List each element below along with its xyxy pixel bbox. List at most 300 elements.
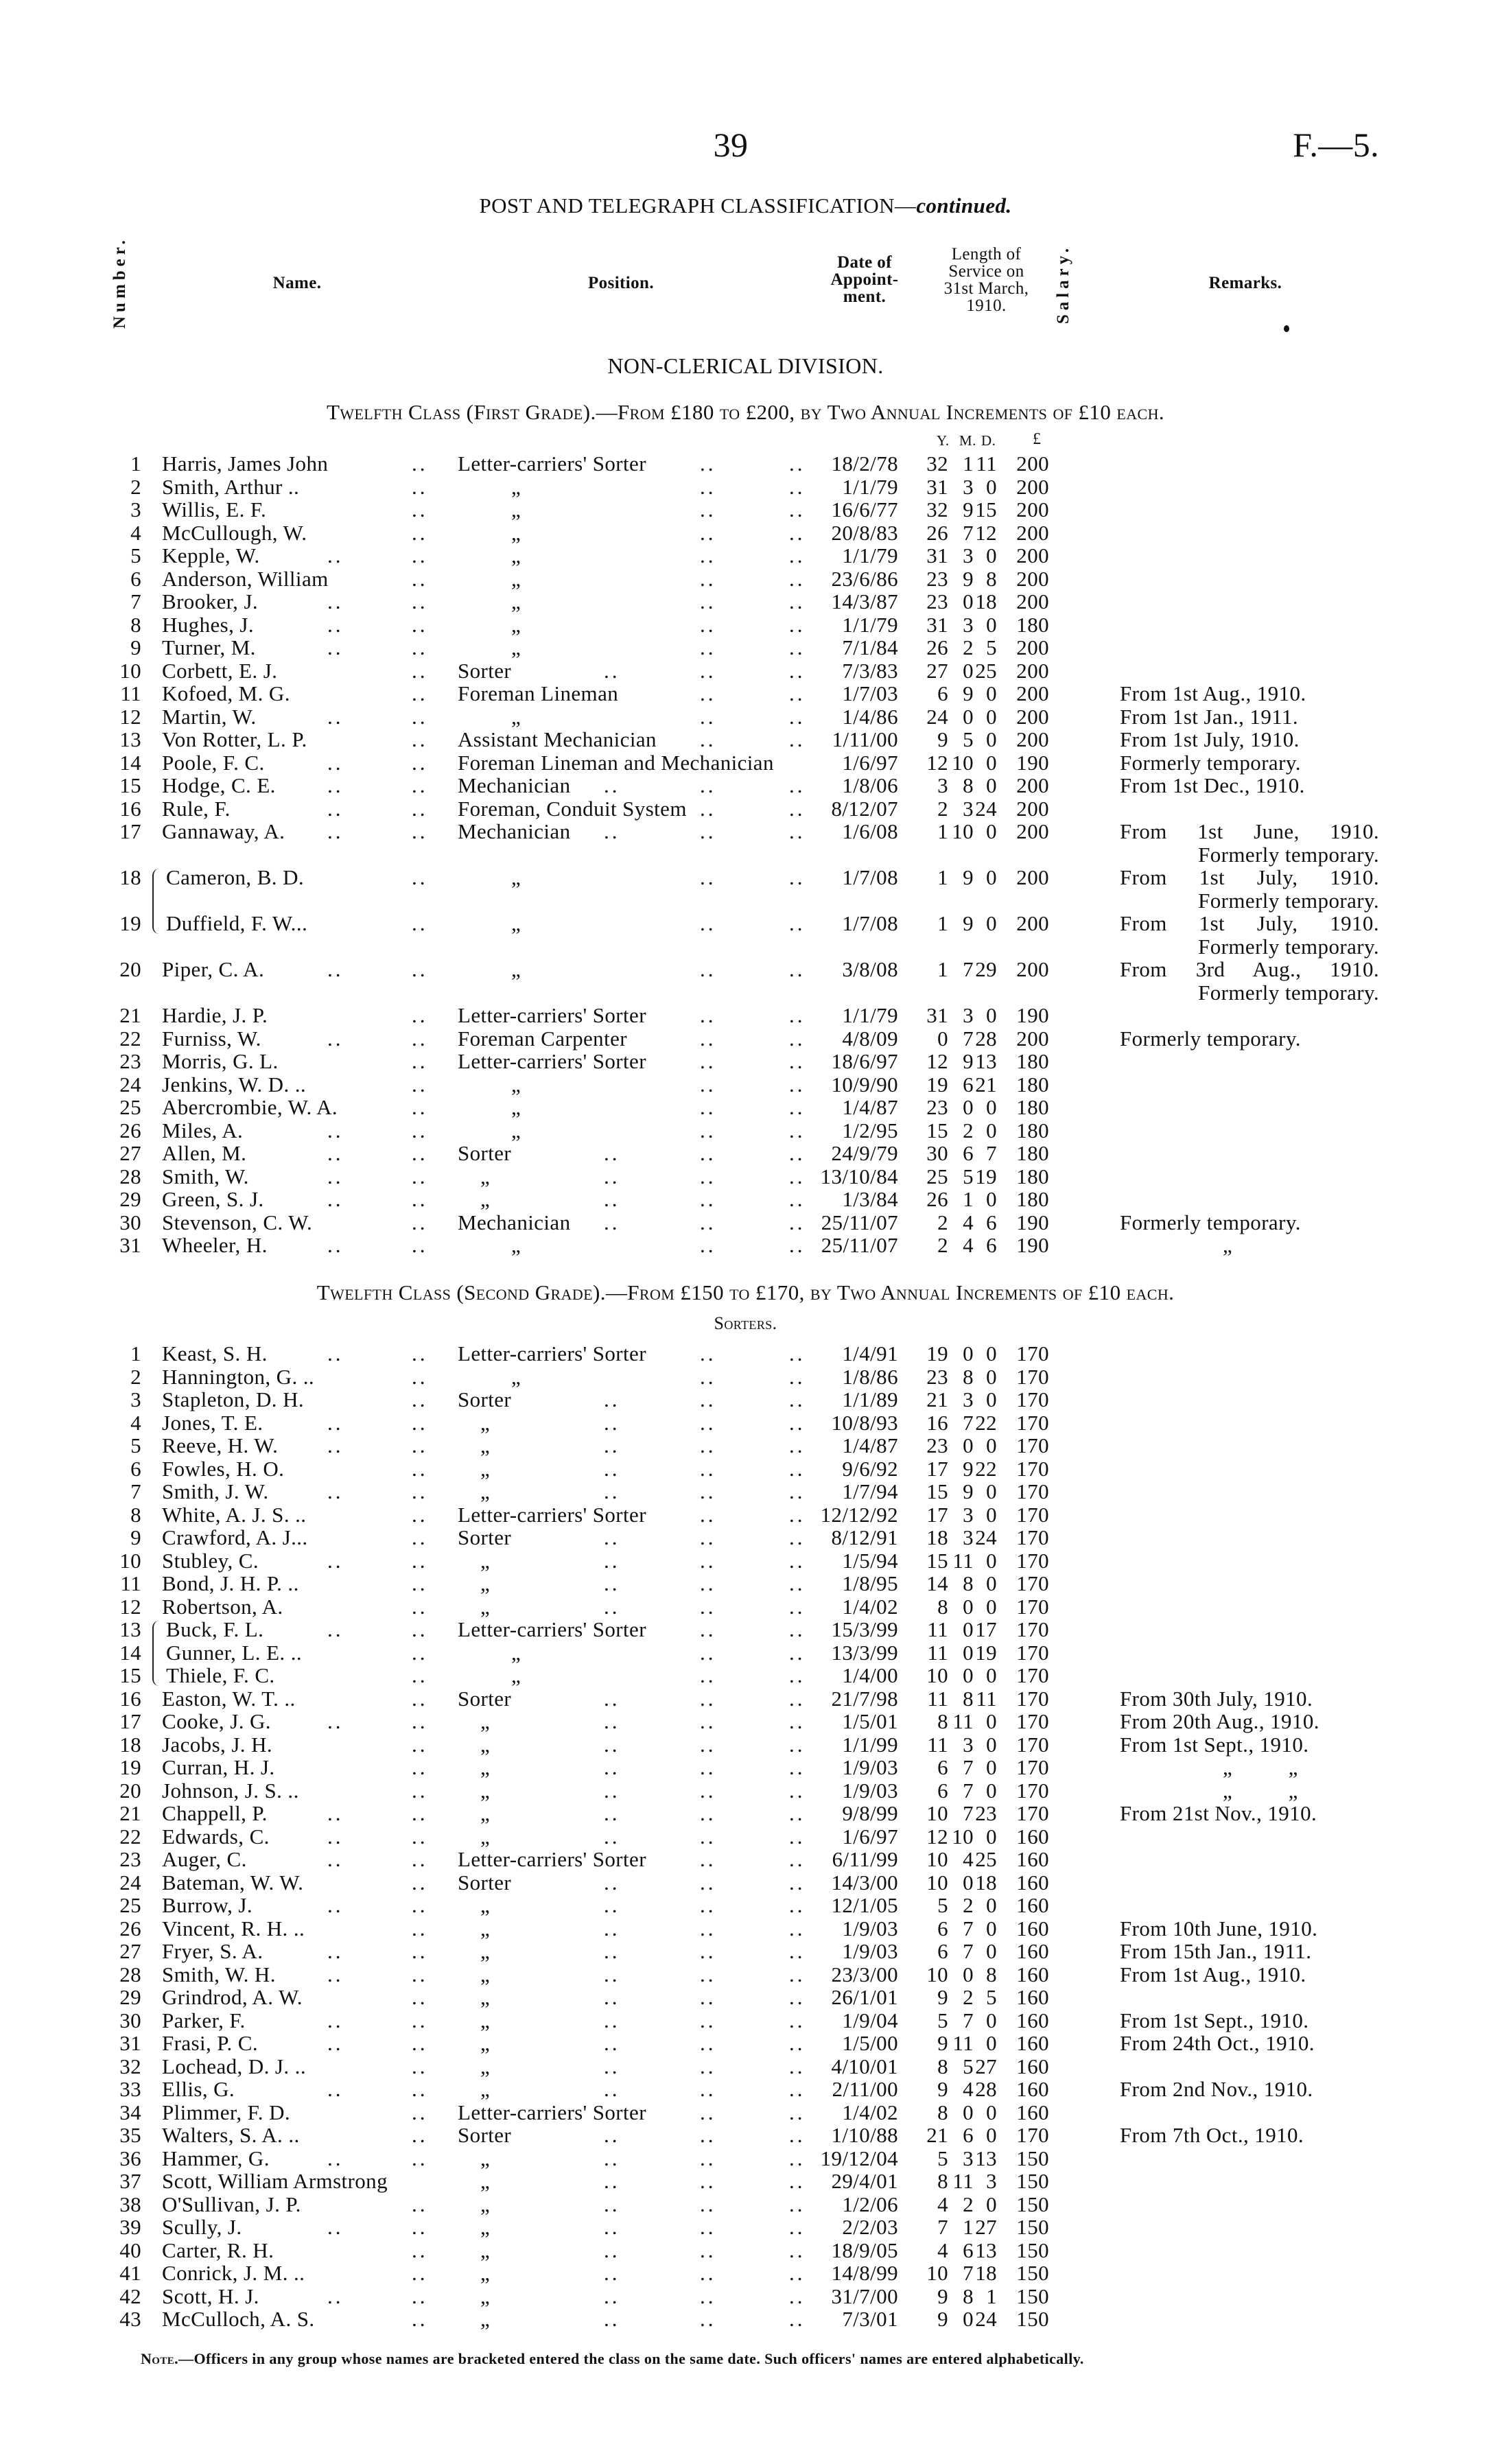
salary: 160 [1016,1939,1049,1963]
service-months: 7 [963,1916,974,1940]
salary: 200 [1016,589,1049,613]
service-days: 28 [975,2077,997,2101]
table-row [0,751,1491,775]
leader-dots: .. [700,1617,716,1641]
employee-name: Kepple, W. [162,543,260,567]
remark-line: From 24th Oct., 1910. [1120,2031,1315,2055]
leader-dots: .. [412,1594,428,1619]
leader-dots: .. [327,2146,344,2170]
employee-name: Vincent, R. H. .. [162,1916,305,1940]
salary: 190 [1016,1210,1049,1234]
column-header-remarks: Remarks. [1208,274,1282,292]
leader-dots: .. [789,1410,806,1435]
remarks [1120,1710,1379,1733]
remark-line: From 15th Jan., 1911. [1120,1939,1312,1963]
document-code: F.—5. [1293,126,1379,164]
service-years: 2 [937,1210,948,1234]
leader-dots: .. [327,1118,344,1142]
remarks [1120,1733,1379,1757]
service-days: 0 [986,1824,997,1849]
appointment-date: 1/9/03 [842,1778,898,1803]
salary: 150 [1016,2284,1049,2308]
service-days: 11 [976,451,997,476]
service-months: 7 [963,957,974,981]
leader-dots: .. [412,1341,428,1365]
remark-line: Formerly temporary. [1120,1026,1301,1051]
leader-dots: .. [327,1709,344,1733]
position: „ [511,1118,521,1142]
row-number: 11 [120,681,141,705]
leader-dots: .. [604,1594,620,1619]
appointment-date: 1/1/79 [842,474,898,499]
service-months: 3 [963,1525,974,1549]
service-years: 9 [937,727,948,751]
position: Foreman Carpenter [458,1026,627,1051]
service-years: 4 [937,2238,948,2262]
salary: 170 [1016,1732,1049,1757]
table-row [0,636,1491,659]
service-months: 0 [963,2100,974,2124]
employee-name: Rule, F. [162,796,231,821]
leader-dots: .. [412,451,428,476]
employee-name: Martin, W. [162,704,257,729]
employee-name: Edwards, C. [162,1824,270,1849]
leader-dots: .. [789,1640,806,1665]
leader-dots: .. [789,911,806,935]
remark-line: From 1st Sept., 1910. [1120,2008,1309,2032]
employee-name: Scott, H. J. [162,2284,259,2308]
appointment-date: 1/4/02 [842,1594,898,1619]
employee-name: Allen, M. [162,1141,247,1165]
service-years: 10 [926,1870,948,1894]
service-days: 0 [986,865,997,889]
employee-name: Conrick, J. M. .. [162,2261,305,2285]
salary: 200 [1016,957,1049,981]
service-days: 0 [986,1502,997,1527]
service-years: 9 [937,2284,948,2308]
service-years: 25 [926,1164,948,1188]
position: „ [511,497,521,521]
leader-dots: .. [700,1479,716,1503]
leader-dots: .. [789,543,806,567]
salary: 200 [1016,727,1049,751]
service-months: 7 [963,1778,974,1803]
appointment-date: 12/1/05 [831,1893,898,1917]
remark-line: From 1st Aug., 1910. [1120,1962,1306,1986]
row-number: 6 [130,566,141,591]
leader-dots: .. [789,474,806,499]
leader-dots: .. [327,957,344,981]
service-days: 0 [986,1003,997,1027]
leader-dots: .. [789,1709,806,1733]
leader-dots: .. [412,819,428,843]
appointment-date: 7/1/84 [842,635,898,659]
leader-dots: .. [700,819,716,843]
salary: 180 [1016,1072,1049,1096]
leader-dots: .. [412,1824,428,1849]
employee-name: Harris, James John [162,451,329,476]
leader-dots: .. [412,474,428,499]
position: „ [480,1187,491,1211]
leader-dots: .. [789,2123,806,2147]
row-number: 10 [119,1548,141,1573]
row-number: 42 [119,2284,141,2308]
leader-dots: .. [789,2307,806,2331]
row-number: 15 [119,1663,141,1687]
table-row [0,2285,1491,2308]
appointment-date: 14/3/00 [831,1870,898,1894]
service-years: 15 [926,1118,948,1142]
service-days: 0 [986,1893,997,1917]
row-number: 36 [119,2146,141,2170]
row-number: 18 [119,1732,141,1757]
table-row [0,1710,1491,1733]
appointment-date: 25/11/07 [821,1233,898,1257]
row-number: 12 [119,704,141,729]
leader-dots: .. [789,1479,806,1503]
row-number: 41 [119,2261,141,2285]
leader-dots: .. [412,1141,428,1165]
remark-line: Formerly temporary. [1198,980,1379,1005]
appointment-date: 25/11/07 [821,1210,898,1234]
employee-name: Buck, F. L. [166,1617,264,1641]
leader-dots: .. [700,681,716,705]
leader-dots: .. [789,1026,806,1051]
service-months: 7 [963,1801,974,1825]
leader-dots: .. [789,1049,806,1073]
leader-dots: .. [604,2215,620,2239]
appointment-date: 1/9/03 [842,1755,898,1779]
remarks [1120,2078,1379,2101]
service-months: 6 [963,1072,974,1096]
remarks [1120,912,1379,958]
service-days: 0 [986,1663,997,1687]
employee-name: Lochead, D. J. .. [162,2054,306,2078]
salary: 170 [1016,1456,1049,1481]
leader-dots: .. [700,1456,716,1481]
remark-line: From 10th June, 1910. [1120,1916,1318,1940]
service-years: 9 [937,2031,948,2055]
service-years: 12 [926,1824,948,1849]
leader-dots: .. [604,1709,620,1733]
service-months: 7 [963,2008,974,2032]
salary: 180 [1016,1141,1049,1165]
service-days: 24 [975,1525,997,1549]
leader-dots: .. [700,865,716,889]
service-days: 12 [975,520,997,545]
appointment-date: 2/2/03 [842,2215,898,2239]
row-number: 33 [119,2077,141,2101]
service-months: 0 [963,1617,974,1641]
leader-dots: .. [789,1456,806,1481]
row-number: 22 [119,1026,141,1051]
leader-dots: .. [789,2008,806,2032]
appointment-date: 1/1/89 [842,1387,898,1411]
table-row [0,1986,1491,2009]
position: Letter-carriers' Sorter [458,1617,646,1641]
service-months: 0 [963,1341,974,1365]
leader-dots: .. [412,1962,428,1986]
employee-name: Jones, T. E. [162,1410,263,1435]
leader-dots: .. [327,1548,344,1573]
employee-name: Thiele, F. C. [166,1663,275,1687]
column-header-number: Number. [110,236,129,329]
remark-line: From 1st Jan., 1911. [1120,704,1299,729]
row-number: 16 [119,796,141,821]
leader-dots: .. [412,1686,428,1711]
salary: 190 [1016,1003,1049,1027]
service-days: 22 [975,1456,997,1481]
position: „ [480,2307,491,2331]
service-years: 4 [937,2192,948,2216]
row-number: 5 [130,1433,141,1457]
service-days: 15 [975,497,997,521]
service-months: 10 [952,750,974,775]
row-number: 27 [119,1141,141,1165]
service-days: 0 [986,1095,997,1119]
service-days: 0 [986,727,997,751]
leader-dots: .. [789,1939,806,1963]
service-months: 8 [963,1571,974,1595]
employee-name: Bond, J. H. P. .. [162,1571,299,1595]
table-row [0,659,1491,683]
leader-dots: .. [700,1525,716,1549]
leader-dots: .. [700,2008,716,2032]
position: „ [511,1663,521,1687]
row-number: 30 [119,1210,141,1234]
leader-dots: .. [789,2215,806,2239]
table-row [0,1503,1491,1527]
employee-name: Robertson, A. [162,1594,283,1619]
leader-dots: .. [604,1410,620,1435]
service-days: 6 [986,1210,997,1234]
position: „ [511,865,521,889]
employee-name: Gannaway, A. [162,819,285,843]
row-number: 30 [119,2008,141,2032]
leader-dots: .. [789,658,806,683]
table-row [0,774,1491,797]
leader-dots: .. [412,1164,428,1188]
service-years: 8 [937,2054,948,2078]
service-years: 10 [926,1847,948,1871]
row-number: 19 [119,1755,141,1779]
remarks [1120,958,1379,1004]
leader-dots: .. [700,2284,716,2308]
table-row [0,797,1491,821]
leader-dots: .. [412,2238,428,2262]
leader-dots: .. [412,1985,428,2009]
leader-dots: .. [700,1341,716,1365]
service-days: 0 [986,1755,997,1779]
remark-line: From 2nd Nov., 1910. [1120,2077,1313,2101]
employee-name: Smith, J. W. [162,1479,269,1503]
leader-dots: .. [700,1663,716,1687]
service-years: 27 [926,658,948,683]
appointment-date: 29/4/01 [831,2169,898,2193]
service-months: 9 [963,911,974,935]
service-days: 18 [975,1870,997,1894]
position: „ [480,2238,491,2262]
salary: 200 [1016,1026,1049,1051]
appointment-date: 13/3/99 [831,1640,898,1665]
table-row [0,567,1491,591]
service-years: 26 [926,520,948,545]
employee-name: Abercrombie, W. A. [162,1095,338,1119]
service-years: 19 [926,1072,948,1096]
service-years: 8 [937,1594,948,1619]
remark-line: From 1st June, 1910. [1120,819,1379,843]
leader-dots: .. [700,1755,716,1779]
row-number: 29 [119,1187,141,1211]
service-years: 32 [926,497,948,521]
leader-dots: .. [412,589,428,613]
service-days: 0 [986,819,997,843]
leader-dots: .. [700,796,716,821]
remarks [1120,2032,1379,2055]
row-number: 2 [130,1364,141,1389]
appointment-date: 1/5/01 [842,1709,898,1733]
leader-dots: .. [700,957,716,981]
service-months: 9 [963,681,974,705]
service-days: 19 [975,1164,997,1188]
service-months: 4 [963,1233,974,1257]
table-row [0,2239,1491,2262]
employee-name: Hardie, J. P. [162,1003,268,1027]
remarks [1120,820,1379,866]
table-row [0,613,1491,637]
row-number: 7 [130,589,141,613]
row-number: 3 [130,497,141,521]
salary: 150 [1016,2215,1049,2239]
service-years: 1 [937,957,948,981]
table-row [0,1526,1491,1549]
leader-dots: .. [412,1755,428,1779]
division-heading: NON-CLERICAL DIVISION. [607,353,884,378]
appointment-date: 23/3/00 [831,1962,898,1986]
salary: 160 [1016,1985,1049,2009]
appointment-date: 1/4/02 [842,2100,898,2124]
service-days: 13 [975,2238,997,2262]
service-months: 7 [963,1939,974,1963]
leader-dots: .. [789,1433,806,1457]
appointment-date: 14/3/87 [831,589,898,613]
position: „ [511,589,521,613]
leader-dots: .. [700,1686,716,1711]
leader-dots: .. [327,2284,344,2308]
remark-line: Formerly temporary. [1198,888,1379,913]
employee-name: Cooke, J. G. [162,1709,271,1733]
leader-dots: .. [700,1640,716,1665]
service-months: 3 [963,2146,974,2170]
remarks [1120,1756,1379,1779]
table-row [0,452,1491,476]
row-number: 32 [119,2054,141,2078]
service-years: 26 [926,1187,948,1211]
service-months: 3 [963,1502,974,1527]
leader-dots: .. [789,566,806,591]
leader-dots: .. [604,2261,620,2285]
salary: 200 [1016,911,1049,935]
employee-name: O'Sullivan, J. P. [162,2192,301,2216]
remark-line: „ [1223,1233,1233,1257]
service-months: 10 [952,819,974,843]
salary: 200 [1016,773,1049,797]
service-days: 0 [986,1916,997,1940]
service-months: 4 [963,1847,974,1871]
position: „ [480,2192,491,2216]
leader-dots: .. [604,1824,620,1849]
leader-dots: .. [700,773,716,797]
service-days: 0 [986,1433,997,1457]
leader-dots: .. [604,2077,620,2101]
row-number: 31 [119,2031,141,2055]
service-days: 0 [986,1571,997,1595]
appointment-date: 1/6/97 [842,1824,898,1849]
row-number: 24 [119,1072,141,1096]
appointment-date: 14/8/99 [831,2261,898,2285]
service-years: 12 [926,1049,948,1073]
leader-dots: .. [789,1778,806,1803]
service-years: 9 [937,2077,948,2101]
table-row [0,1004,1491,1027]
employee-name: Green, S. J. [162,1187,264,1211]
service-years: 5 [937,2008,948,2032]
employee-name: Keast, S. H. [162,1341,268,1365]
service-months: 9 [963,1049,974,1073]
table-row [0,1894,1491,1917]
employee-name: Auger, C. [162,1847,247,1871]
table-row [0,1756,1491,1779]
leader-dots: .. [789,773,806,797]
leader-dots: .. [412,773,428,797]
leader-dots: .. [700,2261,716,2285]
leader-dots: .. [412,1026,428,1051]
service-days: 0 [986,2100,997,2124]
leader-dots: .. [789,1870,806,1894]
service-years: 17 [926,1502,948,1527]
leader-dots: .. [412,543,428,567]
row-number: 31 [119,1233,141,1257]
leader-dots: .. [700,566,716,591]
remark-line: From 20th Aug., 1910. [1120,1709,1319,1733]
leader-dots: .. [412,1870,428,1894]
salary: 160 [1016,1847,1049,1871]
service-days: 18 [975,589,997,613]
leader-dots: .. [327,1164,344,1188]
row-number: 34 [119,2100,141,2124]
row-number: 5 [130,543,141,567]
leader-dots: .. [789,1387,806,1411]
leader-dots: .. [700,1003,716,1027]
leader-dots: .. [700,1187,716,1211]
leader-dots: .. [412,1364,428,1389]
row-number: 22 [119,1824,141,1849]
position: „ [480,1571,491,1595]
salary: 200 [1016,635,1049,659]
employee-name: McCulloch, A. S. [162,2307,315,2331]
row-number: 7 [130,1479,141,1503]
service-years: 9 [937,1985,948,2009]
appointment-date: 3/8/08 [842,957,898,981]
leader-dots: .. [789,1548,806,1573]
position: „ [480,1548,491,1573]
leader-dots: .. [700,1594,716,1619]
row-number: 19 [119,911,141,935]
leader-dots: .. [604,1778,620,1803]
row-number: 13 [119,1617,141,1641]
leader-dots: .. [700,1364,716,1389]
table-row [0,1096,1491,1119]
